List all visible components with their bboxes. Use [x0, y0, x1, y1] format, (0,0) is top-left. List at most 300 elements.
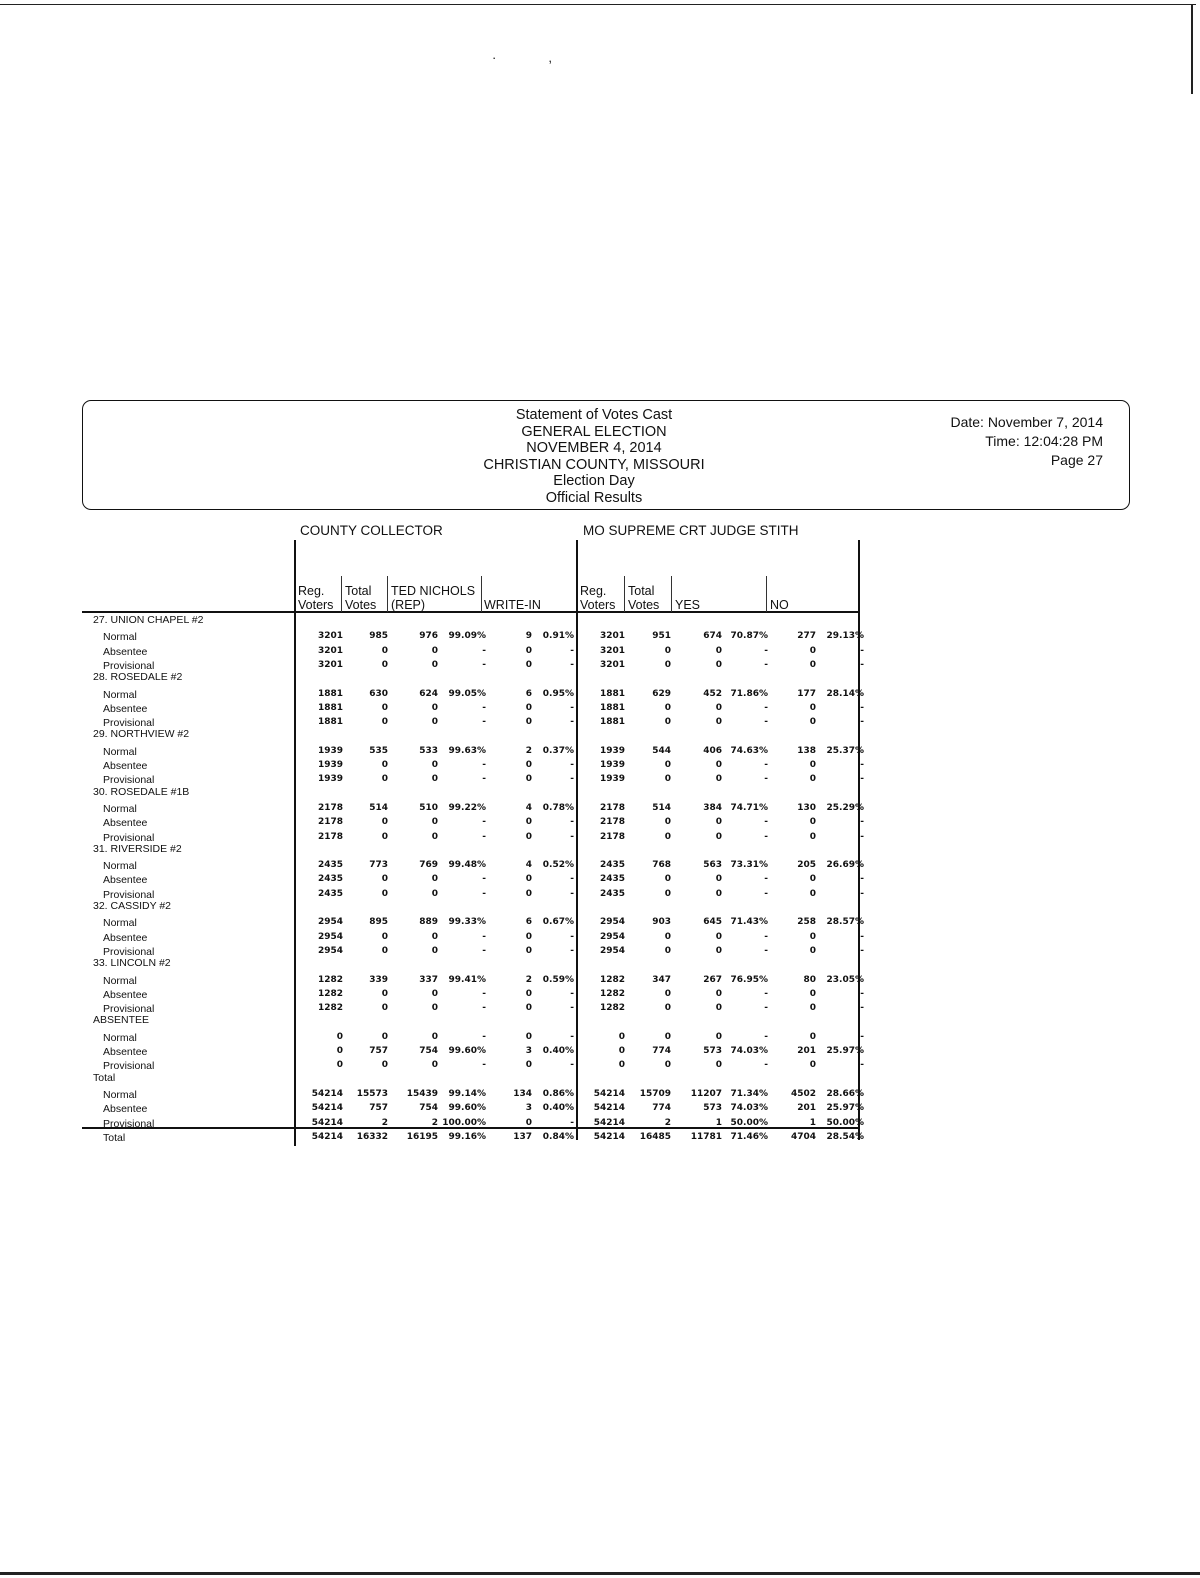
table-cell: 28.66%	[826, 1088, 864, 1099]
table-cell: -	[860, 760, 864, 770]
table-cell: 99.33%	[448, 917, 486, 928]
table-cell: 99.05%	[448, 688, 486, 699]
table-cell: -	[764, 1031, 768, 1042]
table-cell: 99.48%	[448, 860, 486, 871]
table-cell: 452	[703, 688, 722, 699]
report-title: Statement of Votes Cast	[515, 407, 673, 423]
scan-specks: ·,	[492, 50, 604, 65]
table-cell: 25.29%	[826, 802, 864, 813]
table-cell: 0	[336, 1031, 343, 1042]
table-cell: 1881	[599, 717, 625, 728]
table-row	[0, 932, 1200, 946]
table-cell: -	[860, 717, 864, 728]
table-cell: 3201	[599, 645, 625, 656]
table-cell: 74.63%	[730, 745, 768, 756]
table-cell: -	[764, 717, 768, 728]
table-cell: -	[764, 888, 768, 899]
table-cell: 2178	[599, 831, 625, 842]
table-cell: 28.57%	[826, 917, 864, 928]
table-row	[0, 917, 1200, 931]
table-cell: 0	[809, 645, 816, 656]
table-cell: 0	[431, 645, 438, 656]
table-cell: 0	[431, 1060, 438, 1071]
table-cell: 0	[525, 1117, 532, 1128]
table-cell: 630	[369, 688, 388, 699]
col-header-candidate: TED NICHOLS (REP)	[391, 584, 476, 612]
table-cell: 70.87%	[730, 631, 768, 642]
table-cell: 0	[809, 874, 816, 885]
vote-type-label: Absentee	[103, 760, 148, 772]
vote-type-label: Absentee	[103, 702, 148, 715]
table-cell: 0	[664, 888, 671, 899]
table-cell: -	[860, 931, 864, 942]
table-cell: 0	[431, 988, 438, 999]
table-cell: 71.46%	[730, 1131, 768, 1142]
table-cell: 54214	[593, 1131, 625, 1142]
table-cell: 16332	[356, 1131, 388, 1142]
table-cell: -	[860, 831, 864, 842]
table-cell: 0	[664, 1060, 671, 1071]
table-cell: 510	[419, 802, 438, 813]
table-cell: 951	[652, 631, 671, 642]
table-cell: 0	[715, 945, 722, 956]
table-cell: 0	[381, 988, 388, 999]
vote-type-label: Provisional	[103, 1003, 155, 1016]
table-cell: 0	[431, 702, 438, 713]
table-cell: -	[570, 774, 574, 785]
table-cell: 0	[664, 931, 671, 942]
table-cell: 0.78%	[542, 802, 574, 813]
table-row	[0, 874, 1200, 888]
table-cell: 54214	[311, 1088, 343, 1099]
table-cell: 1881	[317, 717, 343, 728]
table-cell: 0	[431, 831, 438, 842]
table-cell: -	[860, 988, 864, 999]
table-cell: 0	[618, 1060, 625, 1071]
table-cell: 0	[664, 831, 671, 842]
table-cell: -	[482, 774, 486, 785]
table-cell: 177	[797, 688, 816, 699]
table-cell: 2435	[317, 860, 343, 871]
table-cell: 11207	[690, 1088, 722, 1099]
table-cell: 1881	[599, 702, 625, 713]
vote-type-label: Total	[103, 1131, 126, 1144]
table-cell: -	[860, 702, 864, 713]
table-cell: -	[482, 1031, 486, 1042]
table-cell: -	[570, 702, 574, 713]
table-row	[0, 703, 1200, 717]
table-cell: 0	[664, 945, 671, 956]
table-cell: 54214	[311, 1131, 343, 1142]
table-cell: 0.40%	[542, 1103, 574, 1114]
vote-type-label: Provisional	[103, 831, 155, 844]
race-title-supreme-court: MO SUPREME CRT JUDGE STITH	[583, 523, 799, 538]
vote-type-label: Normal	[103, 917, 137, 930]
table-cell: 1939	[317, 760, 343, 770]
vote-type-label: Absentee	[103, 931, 148, 944]
table-cell: -	[482, 717, 486, 728]
table-cell: -	[482, 760, 486, 770]
table-cell: 3201	[317, 631, 343, 642]
table-cell: 99.22%	[448, 802, 486, 813]
table-cell: -	[570, 760, 574, 770]
table-cell: 6	[525, 688, 532, 699]
table-cell: 0	[525, 817, 532, 828]
table-cell: 0	[381, 702, 388, 713]
table-cell: 0	[809, 888, 816, 899]
table-cell: 563	[703, 860, 722, 871]
table-cell: 0	[809, 1060, 816, 1071]
table-cell: 16485	[639, 1131, 671, 1142]
table-cell: 1939	[599, 774, 625, 785]
table-cell: -	[764, 760, 768, 770]
table-cell: -	[570, 945, 574, 956]
table-cell: 15439	[406, 1088, 438, 1099]
table-cell: 976	[419, 631, 438, 642]
table-cell: 774	[652, 1103, 671, 1114]
table-cell: 406	[703, 745, 722, 756]
table-row	[0, 1089, 1200, 1103]
table-cell: 28.14%	[826, 688, 864, 699]
table-cell: 73.31%	[730, 860, 768, 871]
table-cell: 0	[431, 817, 438, 828]
jurisdiction: CHRISTIAN COUNTY, MISSOURI	[483, 456, 705, 473]
table-cell: 0	[381, 774, 388, 785]
table-cell: 0	[381, 817, 388, 828]
table-cell: 0	[525, 931, 532, 942]
table-cell: -	[764, 774, 768, 785]
table-cell: 0	[525, 717, 532, 728]
table-cell: 3201	[599, 631, 625, 642]
table-cell: 0.91%	[542, 631, 574, 642]
table-cell: 2435	[599, 874, 625, 885]
table-cell: 0	[381, 645, 388, 656]
table-cell: 76.95%	[730, 974, 768, 985]
table-cell: 1881	[317, 702, 343, 713]
table-cell: -	[860, 774, 864, 785]
table-cell: 0	[715, 760, 722, 770]
col-header-total-votes: Total Votes	[345, 584, 377, 612]
table-cell: 0	[525, 1060, 532, 1071]
table-cell: 16195	[406, 1131, 438, 1142]
vote-type-label: Absentee	[103, 1046, 148, 1058]
table-section-row	[0, 728, 1200, 742]
table-cell: 0	[381, 931, 388, 942]
table-cell: -	[764, 1060, 768, 1071]
table-cell: 674	[703, 631, 722, 642]
table-cell: 3201	[317, 645, 343, 656]
table-cell: 201	[797, 1103, 816, 1114]
table-cell: 2954	[599, 917, 625, 928]
vote-type-label: Provisional	[103, 1117, 155, 1130]
table-cell: 99.63%	[448, 745, 486, 756]
table-section-row	[0, 671, 1200, 685]
table-cell: 11781	[690, 1131, 722, 1142]
table-cell: 0	[431, 774, 438, 785]
table-cell: -	[482, 988, 486, 999]
table-cell: 3	[525, 1046, 532, 1056]
table-cell: -	[570, 717, 574, 728]
table-cell: -	[482, 945, 486, 956]
table-section-row	[0, 1072, 1200, 1086]
vote-type-label: Normal	[103, 745, 137, 758]
table-cell: -	[482, 888, 486, 899]
table-cell: 1	[809, 1117, 816, 1128]
vote-type-label: Provisional	[103, 774, 155, 787]
table-cell: -	[482, 931, 486, 942]
table-cell: 769	[419, 860, 438, 871]
table-cell: 2178	[599, 817, 625, 828]
table-cell: 26.69%	[826, 860, 864, 871]
table-cell: 2954	[599, 931, 625, 942]
table-cell: -	[764, 931, 768, 942]
table-cell: 54214	[593, 1117, 625, 1128]
vote-type-label: Normal	[103, 1031, 137, 1044]
table-cell: -	[860, 659, 864, 670]
table-cell: 0	[809, 988, 816, 999]
table-cell: 3201	[317, 659, 343, 670]
table-cell: 514	[369, 802, 388, 813]
table-cell: 0	[381, 1060, 388, 1071]
table-cell: 985	[369, 631, 388, 642]
table-cell: 74.03%	[730, 1103, 768, 1114]
vote-type-label: Normal	[103, 688, 137, 701]
table-cell: 0	[715, 831, 722, 842]
table-cell: 258	[797, 917, 816, 928]
report-time: Time: 12:04:28 PM	[985, 433, 1103, 449]
table-cell: 1282	[317, 1003, 343, 1014]
table-cell: 0	[664, 774, 671, 785]
table-cell: 2178	[317, 817, 343, 828]
table-cell: 533	[419, 745, 438, 756]
table-cell: 99.41%	[448, 974, 486, 985]
precinct-label: 28. ROSEDALE #2	[93, 671, 183, 684]
vote-type-label: Provisional	[103, 888, 155, 901]
table-cell: 0	[809, 702, 816, 713]
table-cell: 25.97%	[826, 1046, 864, 1056]
table-row	[0, 975, 1200, 989]
table-section-row	[0, 957, 1200, 971]
table-cell: 137	[513, 1131, 532, 1142]
table-cell: 2435	[317, 888, 343, 899]
table-cell: 0	[431, 1031, 438, 1042]
table-cell: -	[570, 659, 574, 670]
table-cell: -	[860, 1003, 864, 1014]
table-cell: 0.95%	[542, 688, 574, 699]
table-cell: 774	[652, 1046, 671, 1056]
vote-type-label: Provisional	[103, 717, 155, 730]
table-section-row	[0, 1014, 1200, 1028]
table-cell: 1881	[317, 688, 343, 699]
table-cell: 0	[715, 1031, 722, 1042]
table-cell: 0	[664, 659, 671, 670]
table-cell: 0	[431, 717, 438, 728]
vote-type-label: Absentee	[103, 988, 148, 1001]
table-cell: 0	[809, 1003, 816, 1014]
table-cell: -	[570, 888, 574, 899]
table-cell: 0	[715, 1060, 722, 1071]
table-cell: -	[764, 1003, 768, 1014]
table-cell: 99.60%	[448, 1103, 486, 1114]
table-cell: 889	[419, 917, 438, 928]
table-cell: 0	[664, 988, 671, 999]
table-cell: 645	[703, 917, 722, 928]
table-cell: 339	[369, 974, 388, 985]
table-cell: 0	[336, 1060, 343, 1071]
table-cell: 1939	[317, 745, 343, 756]
table-cell: 0	[715, 774, 722, 785]
table-cell: 0	[525, 888, 532, 899]
table-cell: 0	[715, 988, 722, 999]
table-cell: 2178	[599, 802, 625, 813]
table-cell: 54214	[593, 1103, 625, 1114]
table-row	[0, 746, 1200, 760]
table-cell: 1939	[599, 745, 625, 756]
table-cell: -	[860, 645, 864, 656]
table-cell: 0	[809, 717, 816, 728]
table-cell: 903	[652, 917, 671, 928]
table-cell: 4704	[790, 1131, 816, 1142]
table-cell: 0	[715, 931, 722, 942]
table-cell: 2435	[317, 874, 343, 885]
table-cell: -	[764, 645, 768, 656]
table-row	[0, 1103, 1200, 1117]
table-cell: 544	[652, 745, 671, 756]
col-header-reg-voters: Reg. Voters	[580, 584, 616, 612]
table-cell: 0	[664, 645, 671, 656]
table-cell: 0	[618, 1046, 625, 1056]
table-cell: -	[860, 888, 864, 899]
table-cell: -	[860, 1060, 864, 1071]
table-cell: 99.14%	[448, 1088, 486, 1099]
table-cell: 100.00%	[442, 1117, 486, 1128]
table-cell: 0	[431, 874, 438, 885]
table-cell: 2	[664, 1117, 671, 1128]
table-cell: 754	[419, 1103, 438, 1114]
table-cell: 25.37%	[826, 745, 864, 756]
table-cell: 0	[431, 760, 438, 770]
table-cell: 15709	[639, 1088, 671, 1099]
table-cell: 0	[381, 831, 388, 842]
table-cell: 0.86%	[542, 1088, 574, 1099]
table-cell: 0	[809, 817, 816, 828]
table-cell: 4502	[790, 1088, 816, 1099]
table-cell: -	[570, 831, 574, 842]
table-cell: 2954	[317, 931, 343, 942]
table-cell: 337	[419, 974, 438, 985]
page-number: Page 27	[1050, 452, 1103, 468]
precinct-label: 29. NORTHVIEW #2	[93, 728, 190, 741]
table-cell: 0.84%	[542, 1131, 574, 1142]
table-cell: 134	[513, 1088, 532, 1099]
table-cell: 29.13%	[826, 631, 864, 642]
table-row	[0, 803, 1200, 817]
table-cell: 0	[715, 659, 722, 670]
table-cell: -	[764, 702, 768, 713]
table-cell: 0	[381, 717, 388, 728]
table-cell: 0	[525, 760, 532, 770]
table-cell: 1282	[317, 974, 343, 985]
table-cell: 71.43%	[730, 917, 768, 928]
table-cell: 1939	[317, 774, 343, 785]
table-section-row	[0, 614, 1200, 628]
table-cell: -	[764, 659, 768, 670]
table-cell: 3	[525, 1103, 532, 1114]
table-cell: 50.00%	[826, 1117, 864, 1128]
table-cell: 0.40%	[542, 1046, 574, 1056]
table-cell: 1282	[599, 1003, 625, 1014]
table-cell: 0	[715, 874, 722, 885]
table-cell: 0	[809, 1031, 816, 1042]
table-cell: 624	[419, 688, 438, 699]
table-cell: -	[570, 931, 574, 942]
table-cell: 25.97%	[826, 1103, 864, 1114]
table-cell: 0	[381, 1031, 388, 1042]
precinct-label: 30. ROSEDALE #1B	[93, 785, 190, 798]
table-cell: 2178	[317, 802, 343, 813]
precinct-label: 33. LINCOLN #2	[93, 957, 171, 970]
table-cell: 0	[618, 1031, 625, 1042]
table-cell: 768	[652, 860, 671, 871]
table-cell: -	[482, 1003, 486, 1014]
table-row	[0, 1132, 1200, 1146]
table-cell: 0	[809, 945, 816, 956]
table-cell: 1282	[317, 988, 343, 999]
table-cell: 0	[525, 659, 532, 670]
table-cell: 0	[381, 888, 388, 899]
table-cell: -	[482, 1060, 486, 1071]
table-cell: 0	[431, 1003, 438, 1014]
table-cell: 0	[431, 659, 438, 670]
table-cell: 0.52%	[542, 860, 574, 871]
vote-type-label: Absentee	[103, 645, 148, 658]
table-cell: 2954	[317, 945, 343, 956]
table-cell: 0	[715, 717, 722, 728]
table-cell: -	[570, 1060, 574, 1071]
table-cell: 0	[664, 717, 671, 728]
report-scope: Election Day	[553, 473, 635, 490]
table-cell: 0	[431, 931, 438, 942]
table-cell: 267	[703, 974, 722, 985]
table-cell: 201	[797, 1046, 816, 1056]
table-cell: 0	[381, 659, 388, 670]
table-cell: -	[570, 1031, 574, 1042]
table-cell: 2178	[317, 831, 343, 842]
table-cell: 0	[715, 817, 722, 828]
vote-type-label: Normal	[103, 860, 137, 873]
table-cell: 0	[381, 874, 388, 885]
table-cell: 0.59%	[542, 974, 574, 985]
table-cell: 0	[809, 760, 816, 770]
precinct-label: ABSENTEE	[93, 1014, 150, 1027]
table-row	[0, 1118, 1200, 1132]
table-cell: 0	[525, 702, 532, 713]
table-cell: 0	[664, 1031, 671, 1042]
table-cell: 0	[664, 760, 671, 770]
table-cell: 9	[525, 631, 532, 642]
table-cell: -	[570, 1003, 574, 1014]
table-cell: 0	[525, 1031, 532, 1042]
table-cell: 0	[431, 945, 438, 956]
table-cell: 6	[525, 917, 532, 928]
table-cell: 205	[797, 860, 816, 871]
table-cell: -	[570, 645, 574, 656]
table-cell: 514	[652, 802, 671, 813]
col-header-reg-voters: Reg. Voters	[298, 584, 334, 612]
table-row	[0, 631, 1200, 645]
table-cell: 0	[525, 945, 532, 956]
table-cell: 2	[525, 745, 532, 756]
